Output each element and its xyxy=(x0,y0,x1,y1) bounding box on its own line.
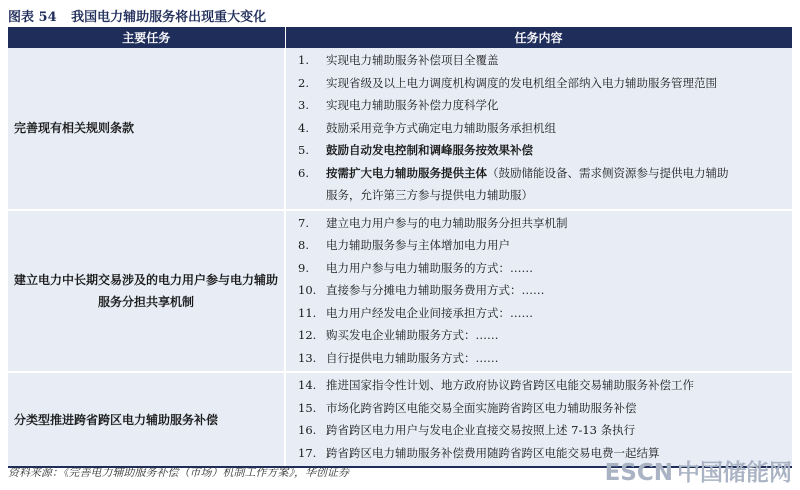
list-item: 12. 购买发电企业辅助服务方式：…… xyxy=(298,328,499,342)
list-item: 6. 按需扩大电力辅助服务提供主体（鼓励储能设备、需求侧资源参与提供电力辅助 xyxy=(298,165,729,180)
main-task-cell: 建立电力中长期交易涉及的电力用户参与电力辅助服务分担共享机制 xyxy=(8,210,285,373)
table-row xyxy=(8,48,792,210)
header-task-content: 任务内容 xyxy=(285,27,792,48)
figure-number: 图表 54 xyxy=(8,10,57,25)
main-task-cell: 完善现有相关规则条款 xyxy=(8,48,285,210)
table-header-row xyxy=(8,27,792,48)
main-task-cell: 分类型推进跨省跨区电力辅助服务补偿 xyxy=(8,372,285,467)
task-table xyxy=(8,27,793,468)
list-item: 17. 跨省跨区电力辅助服务补偿费用随跨省跨区电能交易电费一起结算 xyxy=(298,445,660,460)
task-content-cell xyxy=(285,48,792,210)
list-item-continuation: 服务，允许第三方参与提供电力辅助服） xyxy=(326,188,533,202)
figure-title-text: 我国电力辅助服务将出现重大变化 xyxy=(71,10,267,25)
list-item: 9. 电力用户参与电力辅助服务的方式：…… xyxy=(298,260,533,275)
list-item: 11. 电力用户经发电企业间接承担方式：…… xyxy=(298,305,533,320)
list-item: 1. 实现电力辅助服务补偿项目全覆盖 xyxy=(298,53,499,67)
task-content-cell xyxy=(285,372,792,467)
list-item: 4. 鼓励采用竞争方式确定电力辅助服务承担机组 xyxy=(298,120,556,135)
table-row xyxy=(8,372,792,467)
list-item: 14. 推进国家指令性计划、地方政府协议跨省跨区电能交易辅助服务补偿工作 xyxy=(298,378,694,392)
table-row xyxy=(8,210,792,373)
list-item: 10. 直接参与分摊电力辅助服务费用方式：…… xyxy=(298,283,545,297)
list-item: 2. 实现省级及以上电力调度机构调度的发电机组全部纳入电力辅助服务管理范围 xyxy=(298,75,717,90)
source-note: 资料来源：《完善电力辅助服务补偿（市场）机制工作方案》，华创证券 xyxy=(8,466,349,479)
figure-title xyxy=(8,6,266,25)
header-main-task: 主要任务 xyxy=(8,27,285,48)
list-item: 16. 跨省跨区电力用户与发电企业直接交易按照上述 7-13 条执行 xyxy=(298,423,636,437)
list-item: 5. 鼓励自动发电控制和调峰服务按效果补偿 xyxy=(298,143,533,157)
list-item: 15. 市场化跨省跨区电能交易全面实施跨省跨区电力辅助服务补偿 xyxy=(298,400,637,415)
watermark-logo: ESCN 中国储能网 xyxy=(604,460,792,486)
list-item: 3. 实现电力辅助服务补偿力度科学化 xyxy=(298,98,499,112)
list-item: 8. 电力辅助服务参与主体增加电力用户 xyxy=(298,238,510,252)
list-item: 7. 建立电力用户参与的电力辅助服务分担共享机制 xyxy=(298,215,568,230)
task-content-cell xyxy=(285,210,792,373)
list-item: 13. 自行提供电力辅助服务方式：…… xyxy=(298,350,499,365)
